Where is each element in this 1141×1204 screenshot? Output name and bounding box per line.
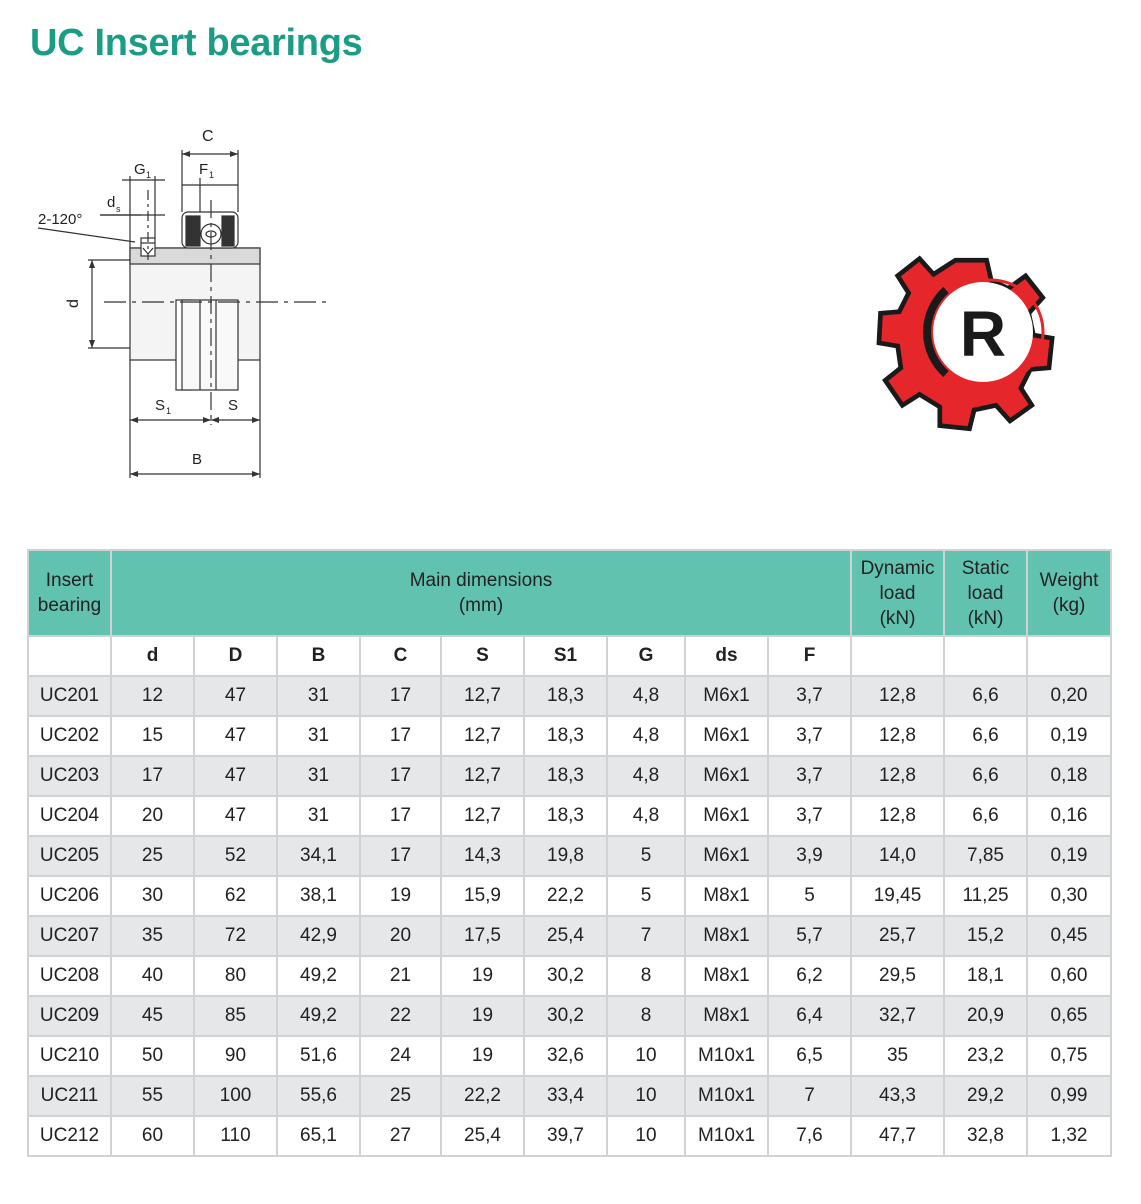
table-header-row: [28, 550, 1111, 636]
table-cell: 22,2: [524, 876, 607, 916]
header-insert-bearing: Insert bearing: [28, 550, 111, 636]
table-cell: 15: [111, 716, 194, 756]
table-cell: 47,7: [851, 1116, 944, 1156]
table-cell: 50: [111, 1036, 194, 1076]
symbol-cell: ds: [685, 636, 768, 676]
table-cell: 19,8: [524, 836, 607, 876]
specs-table: [27, 549, 1112, 1157]
label-s: S: [228, 397, 239, 414]
table-cell: 24: [360, 1036, 441, 1076]
table-cell: 3,9: [768, 836, 851, 876]
table-cell: 32,7: [851, 996, 944, 1036]
header-static-load: Static load (kN): [944, 550, 1027, 636]
header-weight: Weight (kg): [1027, 550, 1111, 636]
bearing-model-cell: UC207: [28, 916, 111, 956]
table-cell: 23,2: [944, 1036, 1027, 1076]
table-cell: M8x1: [685, 956, 768, 996]
table-cell: M8x1: [685, 916, 768, 956]
table-cell: M6x1: [685, 796, 768, 836]
table-cell: 29,2: [944, 1076, 1027, 1116]
bearing-model-cell: UC212: [28, 1116, 111, 1156]
bearing-model-cell: UC211: [28, 1076, 111, 1116]
table-cell: 10: [607, 1036, 685, 1076]
label-f-sub: 1: [209, 170, 215, 180]
table-cell: 6,4: [768, 996, 851, 1036]
table-cell: 7: [768, 1076, 851, 1116]
table-cell: 5: [768, 876, 851, 916]
table-cell: 72: [194, 916, 277, 956]
table-cell: 47: [194, 716, 277, 756]
table-cell: 19: [441, 996, 524, 1036]
table-cell: 12,8: [851, 716, 944, 756]
table-cell: 65,1: [277, 1116, 360, 1156]
table-cell: 100: [194, 1076, 277, 1116]
table-cell: 5: [607, 836, 685, 876]
table-cell: 18,3: [524, 676, 607, 716]
table-cell: 14,3: [441, 836, 524, 876]
table-cell: 0,20: [1027, 676, 1111, 716]
table-row: [28, 1036, 1111, 1076]
table-cell: 18,1: [944, 956, 1027, 996]
table-cell: 3,7: [768, 676, 851, 716]
company-logo: [866, 222, 1056, 442]
table-cell: 85: [194, 996, 277, 1036]
table-cell: 10: [607, 1076, 685, 1116]
table-cell: 62: [194, 876, 277, 916]
table-cell: 7,6: [768, 1116, 851, 1156]
label-ds: d: [107, 194, 116, 211]
symbol-cell: d: [111, 636, 194, 676]
table-cell: 17: [111, 756, 194, 796]
table-cell: 0,19: [1027, 836, 1111, 876]
header-dynamic-load: Dynamic load (kN): [851, 550, 944, 636]
table-cell: M6x1: [685, 836, 768, 876]
table-cell: 6,2: [768, 956, 851, 996]
table-cell: 55: [111, 1076, 194, 1116]
table-cell: 1,32: [1027, 1116, 1111, 1156]
table-row: [28, 1116, 1111, 1156]
bearing-model-cell: UC201: [28, 676, 111, 716]
table-cell: 17: [360, 836, 441, 876]
table-cell: 6,6: [944, 676, 1027, 716]
table-cell: 12,8: [851, 676, 944, 716]
table-cell: 14,0: [851, 836, 944, 876]
table-cell: 32,6: [524, 1036, 607, 1076]
label-s1-sub: 1: [166, 406, 172, 416]
table-cell: 6,5: [768, 1036, 851, 1076]
bearing-model-cell: UC210: [28, 1036, 111, 1076]
table-cell: 12,7: [441, 716, 524, 756]
table-cell: 4,8: [607, 716, 685, 756]
table-cell: M6x1: [685, 756, 768, 796]
table-cell: 0,30: [1027, 876, 1111, 916]
table-cell: 0,45: [1027, 916, 1111, 956]
table-cell: 31: [277, 676, 360, 716]
table-cell: 6,6: [944, 756, 1027, 796]
table-row: [28, 956, 1111, 996]
table-cell: 19,45: [851, 876, 944, 916]
table-cell: 5: [607, 876, 685, 916]
table-row: [28, 756, 1111, 796]
table-cell: M10x1: [685, 1036, 768, 1076]
table-cell: 110: [194, 1116, 277, 1156]
label-b: B: [192, 451, 203, 468]
table-cell: 3,7: [768, 756, 851, 796]
table-row: [28, 716, 1111, 756]
table-cell: 45: [111, 996, 194, 1036]
label-g-sub: 1: [146, 170, 152, 180]
symbol-cell: C: [360, 636, 441, 676]
table-row: [28, 996, 1111, 1036]
table-cell: M6x1: [685, 716, 768, 756]
table-cell: M8x1: [685, 996, 768, 1036]
logo-letter: R: [959, 298, 1007, 370]
table-cell: 0,18: [1027, 756, 1111, 796]
table-cell: 12,7: [441, 796, 524, 836]
table-cell: 18,3: [524, 796, 607, 836]
table-cell: 0,19: [1027, 716, 1111, 756]
table-cell: 43,3: [851, 1076, 944, 1116]
table-cell: 8: [607, 956, 685, 996]
table-row: [28, 676, 1111, 716]
table-cell: 35: [851, 1036, 944, 1076]
table-cell: 25: [360, 1076, 441, 1116]
table-cell: 31: [277, 756, 360, 796]
symbol-cell: S1: [524, 636, 607, 676]
table-cell: 0,99: [1027, 1076, 1111, 1116]
table-cell: 17,5: [441, 916, 524, 956]
table-cell: 4,8: [607, 676, 685, 716]
table-cell: 12,8: [851, 796, 944, 836]
bearing-model-cell: UC205: [28, 836, 111, 876]
bearing-diagram: [0, 110, 360, 490]
table-row: [28, 876, 1111, 916]
symbol-row: [28, 636, 1111, 676]
table-cell: 33,4: [524, 1076, 607, 1116]
table-cell: 30,2: [524, 956, 607, 996]
table-cell: 7: [607, 916, 685, 956]
table-cell: 34,1: [277, 836, 360, 876]
table-cell: 31: [277, 796, 360, 836]
table-cell: 3,7: [768, 796, 851, 836]
table-cell: 0,60: [1027, 956, 1111, 996]
table-cell: 47: [194, 756, 277, 796]
table-cell: 18,3: [524, 716, 607, 756]
table-cell: 0,16: [1027, 796, 1111, 836]
table-cell: 27: [360, 1116, 441, 1156]
table-cell: 19: [360, 876, 441, 916]
label-s1: S: [155, 397, 166, 414]
table-cell: M6x1: [685, 676, 768, 716]
table-cell: 3,7: [768, 716, 851, 756]
table-cell: 29,5: [851, 956, 944, 996]
label-d: d: [65, 299, 82, 308]
table-cell: 31: [277, 716, 360, 756]
table-cell: 0,65: [1027, 996, 1111, 1036]
table-cell: M10x1: [685, 1076, 768, 1116]
table-cell: 19: [441, 1036, 524, 1076]
label-ds-sub: s: [116, 204, 121, 214]
table-cell: 30,2: [524, 996, 607, 1036]
label-angle: 2-120°: [38, 211, 83, 228]
header-main-dimensions: Main dimensions (mm): [111, 550, 851, 636]
bearing-model-cell: UC206: [28, 876, 111, 916]
bearing-model-cell: UC203: [28, 756, 111, 796]
bearing-model-cell: UC209: [28, 996, 111, 1036]
table-cell: 22,2: [441, 1076, 524, 1116]
table-cell: 25,7: [851, 916, 944, 956]
table-cell: 12,7: [441, 676, 524, 716]
label-f: F: [199, 161, 209, 178]
table-cell: 47: [194, 676, 277, 716]
table-cell: 30: [111, 876, 194, 916]
table-cell: 51,6: [277, 1036, 360, 1076]
table-cell: 25: [111, 836, 194, 876]
table-cell: 17: [360, 796, 441, 836]
table-cell: 12,8: [851, 756, 944, 796]
table-cell: 52: [194, 836, 277, 876]
table-cell: 42,9: [277, 916, 360, 956]
table-cell: 12,7: [441, 756, 524, 796]
table-row: [28, 916, 1111, 956]
table-cell: 38,1: [277, 876, 360, 916]
table-cell: 6,6: [944, 796, 1027, 836]
bearing-model-cell: UC208: [28, 956, 111, 996]
table-cell: 47: [194, 796, 277, 836]
table-cell: 20,9: [944, 996, 1027, 1036]
table-cell: 8: [607, 996, 685, 1036]
table-row: [28, 836, 1111, 876]
table-cell: M8x1: [685, 876, 768, 916]
table-cell: 7,85: [944, 836, 1027, 876]
table-cell: 20: [360, 916, 441, 956]
table-cell: 10: [607, 1116, 685, 1156]
table-cell: 55,6: [277, 1076, 360, 1116]
table-cell: 11,25: [944, 876, 1027, 916]
label-g: G: [134, 161, 146, 178]
symbol-cell: D: [194, 636, 277, 676]
table-cell: 0,75: [1027, 1036, 1111, 1076]
table-cell: 60: [111, 1116, 194, 1156]
table-cell: 20: [111, 796, 194, 836]
table-cell: 90: [194, 1036, 277, 1076]
table-cell: 21: [360, 956, 441, 996]
table-cell: 22: [360, 996, 441, 1036]
bearing-model-cell: UC204: [28, 796, 111, 836]
table-cell: 12: [111, 676, 194, 716]
table-cell: 4,8: [607, 796, 685, 836]
table-cell: 6,6: [944, 716, 1027, 756]
table-row: [28, 1076, 1111, 1116]
table-cell: 80: [194, 956, 277, 996]
table-cell: 19: [441, 956, 524, 996]
table-cell: 40: [111, 956, 194, 996]
table-cell: 4,8: [607, 756, 685, 796]
table-cell: 5,7: [768, 916, 851, 956]
label-c: C: [202, 128, 214, 145]
table-cell: 25,4: [441, 1116, 524, 1156]
symbol-cell: S: [441, 636, 524, 676]
table-cell: M10x1: [685, 1116, 768, 1156]
bearing-model-cell: UC202: [28, 716, 111, 756]
page-title: UC Insert bearings: [30, 22, 363, 64]
symbol-cell: B: [277, 636, 360, 676]
table-cell: 17: [360, 716, 441, 756]
table-cell: 18,3: [524, 756, 607, 796]
table-cell: 15,9: [441, 876, 524, 916]
table-cell: 25,4: [524, 916, 607, 956]
table-row: [28, 796, 1111, 836]
table-cell: 35: [111, 916, 194, 956]
symbol-cell: F: [768, 636, 851, 676]
table-cell: 17: [360, 676, 441, 716]
table-cell: 49,2: [277, 996, 360, 1036]
table-cell: 39,7: [524, 1116, 607, 1156]
symbol-cell: G: [607, 636, 685, 676]
table-cell: 15,2: [944, 916, 1027, 956]
table-cell: 49,2: [277, 956, 360, 996]
table-cell: 32,8: [944, 1116, 1027, 1156]
table-cell: 17: [360, 756, 441, 796]
